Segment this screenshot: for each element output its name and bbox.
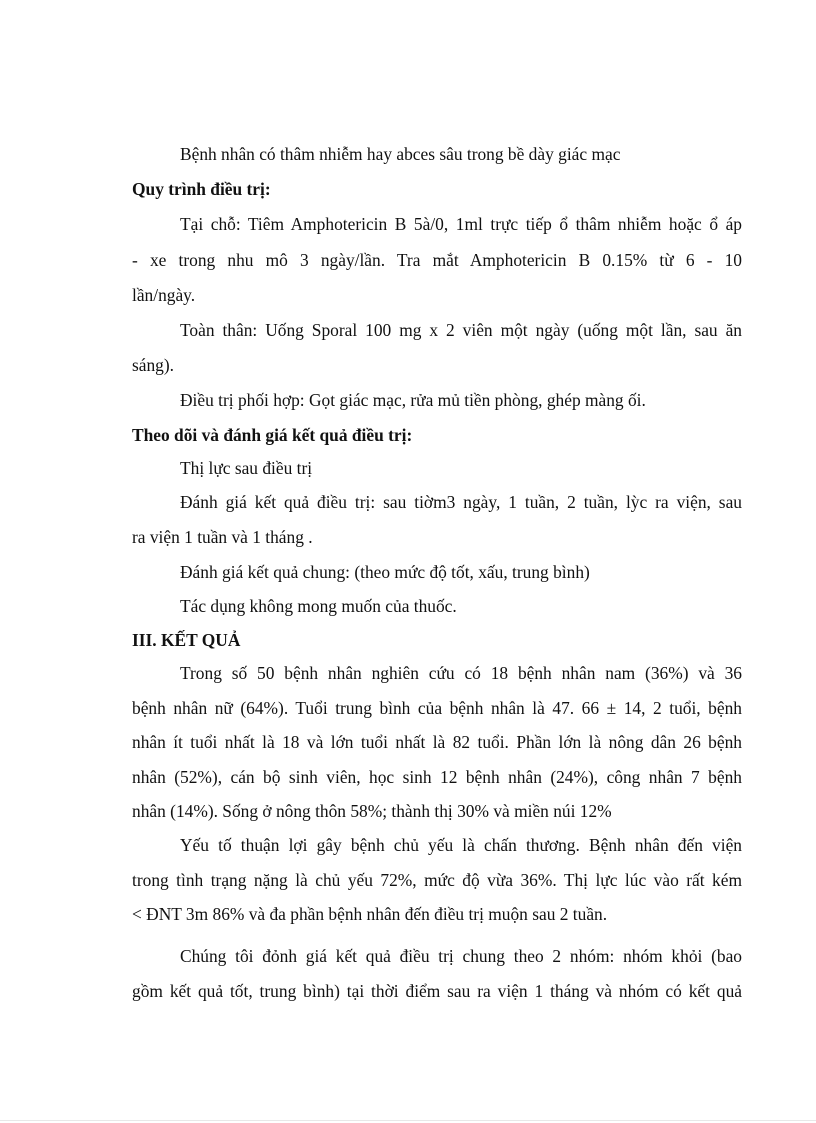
paragraph-line: ra viện 1 tuần và 1 tháng .	[132, 527, 313, 547]
section-heading-results: III. KẾT QUẢ	[132, 630, 241, 650]
paragraph-line: nhân ít tuổi nhất là 18 và lớn tuổi nhất là 82 tuổi. Phần lớn là nông dân 26 bệnh	[132, 732, 742, 752]
paragraph-line: Tác dụng không mong muốn của thuốc.	[180, 596, 457, 616]
paragraph-line: trong tình trạng nặng là chủ yếu 72%, mức độ vừa 36%. Thị lực lúc vào rất kém	[132, 870, 742, 890]
paragraph-line: Yếu tố thuận lợi gây bệnh chủ yếu là chấn thương. Bệnh nhân đến viện	[180, 835, 742, 855]
paragraph-line: - xe trong nhu mô 3 ngày/lần. Tra mắt Amphotericin B 0.15% từ 6 - 10	[132, 250, 742, 270]
paragraph-line: lần/ngày.	[132, 285, 196, 305]
paragraph-line: bệnh nhân nữ (64%). Tuổi trung bình của bệnh nhân là 47. 66 ± 14, 2 tuổi, bệnh	[132, 698, 742, 718]
paragraph-line: Toàn thân: Uống Sporal 100 mg x 2 viên một ngày (uống một lần, sau ăn	[180, 320, 742, 340]
paragraph-line: Bệnh nhân có thâm nhiễm hay abces sâu trong bề dày giác mạc	[180, 144, 621, 164]
paragraph-line: Tại chỗ: Tiêm Amphotericin B 5à/0, 1ml trực tiếp ổ thâm nhiễm hoặc ổ áp	[180, 214, 742, 234]
paragraph-line: nhân (52%), cán bộ sinh viên, học sinh 12 bệnh nhân (24%), công nhân 7 bệnh	[132, 767, 742, 787]
paragraph-line: Trong số 50 bệnh nhân nghiên cứu có 18 bệnh nhân nam (36%) và 36	[180, 663, 742, 683]
paragraph-line: Chúng tôi đỏnh giá kết quả điều trị chung theo 2 nhóm: nhóm khỏi (bao	[180, 946, 742, 966]
paragraph-line: Đánh giá kết quả chung: (theo mức độ tốt, xấu, trung bình)	[180, 562, 590, 582]
paragraph-line: Thị lực sau điều trị	[180, 458, 313, 478]
paragraph-line: Đánh giá kết quả điều trị: sau tiờm3 ngày, 1 tuần, 2 tuần, lỳc ra viện, sau	[180, 492, 742, 512]
paragraph-line: gồm kết quả tốt, trung bình) tại thời điểm sau ra viện 1 tháng và nhóm có kết quả	[132, 981, 742, 1001]
page-bottom-divider	[0, 1120, 816, 1121]
paragraph-line: < ĐNT 3m 86% và đa phần bệnh nhân đến điều trị muộn sau 2 tuần.	[132, 904, 608, 924]
section-heading-follow-up: Theo dõi và đánh giá kết quả điều trị:	[132, 425, 413, 445]
paragraph-line: nhân (14%). Sống ở nông thôn 58%; thành thị 30% và miền núi 12%	[132, 801, 612, 821]
paragraph-line: sáng).	[132, 355, 175, 375]
paragraph-line: Điều trị phối hợp: Gọt giác mạc, rửa mủ tiền phòng, ghép màng ối.	[180, 390, 646, 410]
section-heading-treatment-procedure: Quy trình điều trị:	[132, 179, 271, 199]
